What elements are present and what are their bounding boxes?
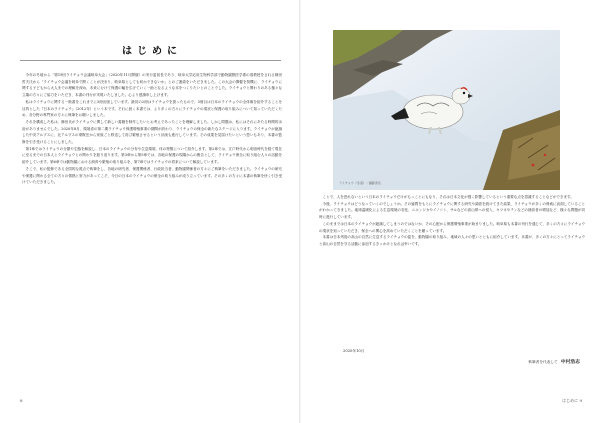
paragraph: 私はライチョウに関する一般書をこれまでに3冊出版しています。最初の2冊はライチョウを扱ったもので、3冊目は日本のライチョウの全体像を紹介することを目的とした『日本のライチョウ』（2012年）という本です。それに続く本書では、より多くの方々にライチョウの現状と保護の取り組みについて知っていただくため、各分野の専門家の方々に執筆をお願いしました。 xyxy=(22,99,282,118)
photo-caption: ライチョウ（冬羽）／撮影者名 xyxy=(339,181,381,185)
photo-illustration xyxy=(333,30,560,190)
paragraph: それを構成した私は、榊田氏がライチョウに関して新しい書籍を制作したいとお考えであったことを理解しました。しかし問題は、私にはそれにあたる時間的余裕がありませんでした。2020年8月、環境省の第二期ライチョウ保護増殖事業の期間が終わり、ライチョウの保全の新たなステージに入ります。ライチョウが絶滅した中央アルプスに、北アルプスの乗鞍岳から家族ごと移送して再び繁殖させるという計画も進行しています。その成果を見届けたいという思いもあり、本書の監修を引き受けることにしました。 xyxy=(22,119,282,145)
paragraph: 第1章ではライチョウの分類や生態を解説し、日本のライチョウの分布や生息環境、体の特徴について紹介します。第2章では、江戸時代から明治時代を経て現在に至るまでの日本人とライチョウとの関わりを振り返ります。第3章から第5章では、各地の保護の現場からの報告として、ライチョウ保全に取り組む人々の活動を紹介しています。第6章では動物園における飼育や繁殖の取り組みを、第7章ではライチョウの将来について解説しています。 xyxy=(22,146,282,165)
paragraph: 今後、ライチョウはどうなっていくのでしょうか。その疑問をもとにライチョウに関する研究や調査を続けてきた結果、ライチョウが多くの脅威に直面していることがわかってきました。地球温暖化による生息環境の変化、ニホンジカやイノシシ、サルなどの高山帯への侵入、キツネやテンなどの捕食者の増加など、様々な問題が同時に進行しています。 xyxy=(319,201,585,220)
section-label: はじめに xyxy=(562,398,579,403)
left-page xyxy=(0,0,299,423)
signature-label: 執筆者を代表して xyxy=(528,360,558,364)
left-body-text xyxy=(22,72,282,390)
paragraph: このままでは日本のライチョウが絶滅してしまうのではないか、その心配から保護増殖事業が始まりました。岐阜県も本書の刊行を通じて、多くの方々にライチョウの現状を知っていただき、保全への関心を高めていただくことを願っています。 xyxy=(319,221,585,233)
flower xyxy=(532,164,535,167)
date-line: 2020年10月 xyxy=(343,349,365,353)
title-underline xyxy=(20,60,281,61)
right-page xyxy=(301,0,600,423)
right-body-text xyxy=(319,194,585,337)
flower xyxy=(544,154,546,156)
page-title: はじめに xyxy=(122,46,182,57)
paragraph: ことで、人を恐れないという日本のライチョウだけがもっことにもなり、それは日本文化が強く影響しているという重要な点を認識することなどができます。 xyxy=(322,195,574,199)
left-page-number: 8 xyxy=(20,398,23,403)
right-page-number: 9 xyxy=(579,398,582,403)
paragraph: 今年の冬頃から「第19回ライチョウ会議岐阜大会」（2020年11月開催）の実行委員長であり、岐阜大学応用生物科学部で動物園獣医学系の准教授をされる榊田哲夫氏から「ライチョウ会議を岐阜で開くことが決まり、岐阜県としても何かできないか」とのご連絡をいただきました。この大会の開催を契機に、ライチョウに関する子どもから大人までの理解を深め、未来にむけて保護の輪を広げていく一助となるような本をつくりたいとのことでした。ライチョウと関わりのある様々な立場の方々にご協力をいただき、本書の刊行が実現いたしました。心より感謝申し上げます。 xyxy=(22,73,282,98)
running-footer xyxy=(562,398,582,404)
ptarmigan-photo xyxy=(333,30,560,190)
paragraph: そこで、私の監修である全国的な視点で執筆をし、各地の研究者、保護関係者、行政担当者、動物園関係者の方々にご執筆をいただきました。ライチョウの研究や保護に関わる全ての方々の情熱と努力があってこそ、今日の日本のライチョウの保全の取り組みが成り立っています。その多くの方々に本書の執筆を快く引き受けていただきました。 xyxy=(22,166,282,185)
author-name: 中村浩志 xyxy=(560,359,580,365)
paragraph: 本書は日本列島の高山の自然に生息するライチョウの姿を、動物園の取り組み、地域の人々の思いとともに紹介しています。本書が、多くの方々にとってライチョウと高山の自然を守る活動に参加するきっかけとなれば幸いです。 xyxy=(319,235,585,246)
signature-line xyxy=(528,358,580,365)
